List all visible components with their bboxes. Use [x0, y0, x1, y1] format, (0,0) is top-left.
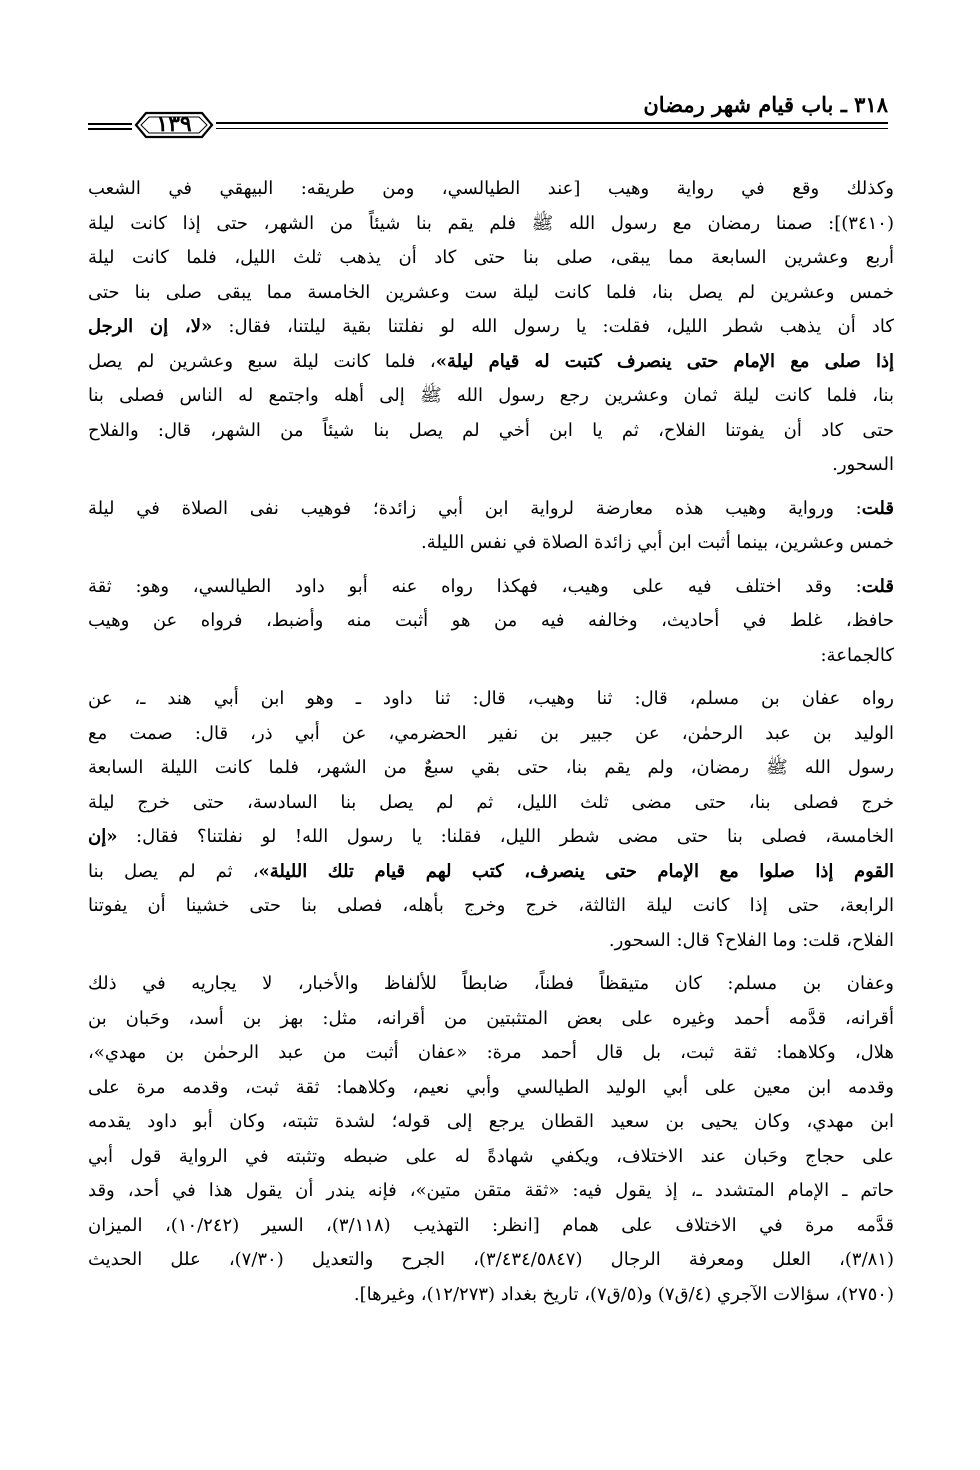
- bold-text-segment: القوم إذا صلوا مع الإمام حتى ينصرف، كتب لهم قيام تلك الليلة»: [258, 860, 894, 882]
- text-line: [88, 1174, 894, 1209]
- page-header: [88, 92, 888, 136]
- text-segment: ابن مهدي، وكان يحيى بن سعيد القطان يرجع إلى قوله؛ لشدة تثبته، وكان أبو داود يقدمه: [88, 1111, 894, 1132]
- text-segment: (٣٤١٠)]: صمنا رمضان مع رسول الله ﷺ فلم يقم بنا شيئاً من الشهر، حتى إذا كانت ليلة: [88, 212, 894, 234]
- text-line: [88, 492, 894, 527]
- text-line: [88, 1002, 894, 1037]
- text-line: [88, 172, 894, 207]
- text-line: [88, 924, 894, 959]
- text-line: [88, 448, 894, 483]
- page-number: ١٣٩: [156, 111, 192, 137]
- header-rule-left-bottom: [88, 128, 132, 130]
- chapter-title: ٣١٨ ـ باب قيام شهر رمضان: [643, 92, 888, 117]
- header-rule-right-bottom: [216, 128, 888, 129]
- text-segment: حاتم ـ الإمام المتشدد ـ، إذ يقول فيه: «ثقة متقن متين»، فإنه يندر أن يقول هذا في أحد، وقد: [88, 1180, 894, 1201]
- text-segment: قدَّمه مرة في الاختلاف على همام [انظر: التهذيب (٣/١١٨)، السير (١٠/٢٤٢)، الميزان: [88, 1214, 894, 1236]
- text-segment: كاد أن يذهب شطر الليل، فقلت: يا رسول الله لو نفلتنا بقية ليلتنا، فقال:: [212, 316, 894, 337]
- text-line: [88, 345, 894, 380]
- text-segment: : وقد اختلف فيه على وهيب، فهكذا رواه عنه أبو داود الطيالسي، وهو: ثقة: [88, 575, 862, 597]
- bold-text-segment: قلت: [861, 575, 894, 597]
- paragraph: [88, 492, 894, 561]
- text-line: [88, 526, 894, 561]
- text-line: [88, 241, 894, 276]
- text-line: [88, 717, 894, 752]
- text-line: [88, 786, 894, 821]
- paragraph: [88, 967, 894, 1312]
- text-line: [88, 1140, 894, 1175]
- text-segment: الخامسة، فصلى بنا حتى مضى شطر الليل، فقلنا: يا رسول الله! لو نفلتنا؟ فقال:: [117, 826, 894, 847]
- text-segment: وقدمه ابن معين على أبي الوليد الطيالسي وأبي نعيم، وكلاهما: ثقة ثبت، وقدمه مرة على: [88, 1076, 894, 1098]
- text-segment: الرابعة، حتى إذا كانت ليلة الثالثة، خرج وخرج بأهله، فصلى بنا حتى خشينا أن يفوتنا: [88, 895, 894, 916]
- bold-text-segment: «إن: [88, 826, 118, 847]
- text-line: [88, 604, 894, 639]
- text-segment: (٣/٨١)، العلل ومعرفة الرجال (٣/٤٣٤/٥٨٤٧)، الجرح والتعديل (٧/٣٠)، علل الحديث: [88, 1249, 895, 1270]
- text-segment: رواه عفان بن مسلم، قال: ثنا وهيب، قال: ثنا داود ـ وهو ابن أبي هند ـ، عن: [88, 688, 894, 709]
- text-segment: خمس وعشرين، بينما أثبت ابن أبي زائدة الصلاة في نفس الليلة.: [421, 532, 894, 553]
- bold-text-segment: قلت: [861, 497, 894, 519]
- text-line: [88, 1278, 894, 1313]
- bold-text-segment: «لا، إن الرجل: [88, 316, 213, 337]
- text-segment: خرج فصلى بنا، حتى مضى ثلث الليل، ثم لم يصل بنا السادسة، حتى خرج ليلة: [88, 791, 894, 813]
- text-segment: ، ثم لم يصل بنا: [88, 860, 259, 882]
- text-segment: أربع وعشرين السابعة مما يبقى، صلى بنا حتى كاد أن يذهب ثلث الليل، فلما كانت ليلة: [88, 247, 894, 268]
- text-line: [88, 1036, 894, 1071]
- text-line: [88, 379, 894, 414]
- text-segment: أقرانه، قدَّمه أحمد وغيره على بعض المتثبتين من أقرانه، مثل: بهز بن أسد، وحَبان بن: [88, 1007, 894, 1029]
- text-line: [88, 889, 894, 924]
- text-line: [88, 682, 894, 717]
- page-number-badge: [132, 108, 216, 142]
- paragraph: [88, 570, 894, 674]
- text-segment: ، فلما كانت ليلة سبع وعشرين لم يصل: [88, 350, 436, 372]
- text-line: [88, 1071, 894, 1106]
- text-line: [88, 310, 894, 345]
- text-line: [88, 751, 894, 786]
- text-line: [88, 855, 894, 890]
- text-segment: الفلاح، قلت: وما الفلاح؟ قال: السحور.: [608, 929, 894, 951]
- text-segment: الوليد بن عبد الرحمٰن، عن جبير بن نفير الحضرمي، عن أبي ذر، قال: صمت مع: [88, 722, 894, 744]
- paragraph: [88, 682, 894, 958]
- text-segment: رسول الله ﷺ رمضان، ولم يقم بنا، حتى بقي سبعٌ من الشهر، فلما كانت الليلة السابعة: [88, 757, 894, 778]
- text-line: [88, 570, 894, 605]
- text-segment: وعفان بن مسلم: كان متيقظاً فطناً، ضابطاً للألفاظ والأخبار، لا يجاريه في ذلك: [88, 973, 894, 994]
- text-segment: بنا، فلما كانت ليلة ثمان وعشرين رجع رسول الله ﷺ إلى أهله واجتمع له الناس فصلى بنا: [88, 385, 894, 406]
- text-segment: وكذلك وقع في رواية وهيب [عند الطيالسي، ومن طريقه: البيهقي في الشعب: [88, 178, 894, 199]
- text-line: [88, 207, 894, 242]
- text-line: [88, 276, 894, 311]
- header-rule-left-top: [88, 123, 132, 125]
- text-line: [88, 967, 894, 1002]
- text-segment: كالجماعة:: [820, 644, 894, 666]
- text-segment: : ورواية وهيب هذه معارضة لرواية ابن أبي زائدة؛ فوهيب نفى الصلاة في ليلة: [88, 497, 862, 519]
- text-line: [88, 1105, 894, 1140]
- text-segment: السحور.: [832, 454, 894, 475]
- text-segment: حافظ، غلط في أحاديث، وخالفه فيه من هو أثبت منه وأضبط، فرواه عن وهيب: [88, 610, 894, 631]
- text-segment: على حجاج وحَبان عند الاختلاف، ويكفي شهادةً له على ضبطه وتثبته في الرواية قول أبي: [88, 1145, 894, 1167]
- text-segment: هلال، وكلاهما: ثقة ثبت، بل قال أحمد مرة: «عفان أثبت من عبد الرحمٰن بن مهدي»،: [88, 1042, 894, 1063]
- page-body: [88, 172, 894, 1321]
- text-line: [88, 820, 894, 855]
- text-segment: خمس وعشرين لم يصل بنا، فلما كانت ليلة ست وعشرين الخامسة مما يبقى صلى بنا حتى: [88, 281, 894, 303]
- paragraph: [88, 172, 894, 483]
- text-segment: (٢٧٥٠)، سؤالات الآجري (٤/ق٧) و(٥/ق٧)، تاريخ بغداد (١٢/٢٧٣)، وغيرها].: [353, 1283, 894, 1305]
- text-line: [88, 414, 894, 449]
- text-line: [88, 1243, 894, 1278]
- text-line: [88, 639, 894, 674]
- bold-text-segment: إذا صلى مع الإمام حتى ينصرف كتبت له قيام ليلة»: [435, 350, 894, 372]
- text-line: [88, 1209, 894, 1244]
- text-segment: حتى كاد أن يفوتنا الفلاح، ثم يا ابن أخي لم يصل بنا شيئاً من الشهر، قال: والفلاح: [88, 419, 894, 441]
- header-rule-right-top: [216, 122, 888, 124]
